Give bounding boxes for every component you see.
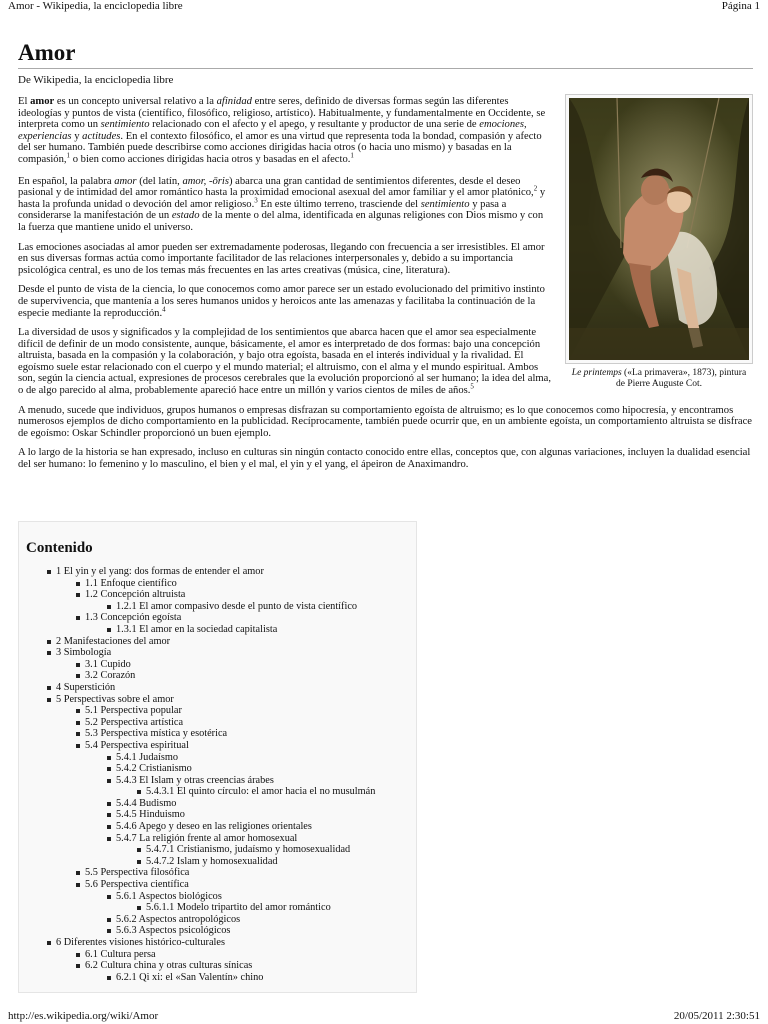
article-paragraph [18, 405, 753, 440]
toc-item [19, 809, 416, 821]
bullet-icon [76, 964, 80, 968]
bullet-icon [76, 616, 80, 620]
print-header-page: Página 1 [721, 0, 760, 12]
bullet-icon [107, 628, 111, 632]
inline-link[interactable]: sentimiento [420, 198, 470, 210]
footer-timestamp: 20/05/2011 2:30:51 [673, 1010, 760, 1022]
inline-link[interactable]: actitudes [82, 130, 121, 142]
toc-item [19, 937, 416, 949]
bullet-icon [47, 941, 51, 945]
toc-link[interactable]: 5.2 Perspectiva artística [85, 716, 184, 728]
toc-link[interactable]: 5.4.3 El Islam y otras creencias árabes [116, 774, 274, 786]
bullet-icon [107, 605, 111, 609]
bullet-icon [137, 790, 141, 794]
bullet-icon [137, 848, 141, 852]
bullet-icon [47, 651, 51, 655]
text-run: y [71, 130, 83, 142]
toc-link[interactable]: 5.4.7.2 Islam y homosexualidad [146, 855, 278, 867]
toc-item [19, 601, 416, 613]
toc-link[interactable]: 5.4.3.1 El quinto círculo: el amor hacia el no musulmán [146, 786, 376, 798]
reference-link[interactable]: 1 [66, 151, 71, 160]
bullet-icon [47, 570, 51, 574]
bullet-icon [76, 883, 80, 887]
reference-link[interactable]: 1 [350, 151, 354, 160]
toc-item [19, 705, 416, 717]
reference-link[interactable]: 2 [533, 184, 538, 193]
toc-link[interactable]: 5.1 Perspectiva popular [85, 705, 182, 717]
toc-item [19, 902, 416, 914]
toc-link[interactable]: 5.6.2 Aspectos antropológicos [116, 913, 241, 925]
bullet-icon [76, 953, 80, 957]
toc-item [19, 682, 416, 694]
toc-item [19, 925, 416, 937]
text-run: Las emociones asociadas al amor pueden ser extremadamente poderosas, llegando con frecuencia a ser irresistibles. El amor en sus diversas formas actúa como importante facilitador de las relaciones interpersonales y, debido a su importancia psicológica central, es uno de los temas más frecuentes en las artes creativas (música, cine, literatura). [18, 241, 545, 276]
text-run: A menudo, sucede que individuos, grupos humanos o empresas disfrazan su comportamiento egoísta de altruismo; es lo que conocemos como hipocresía, y encontramos numerosos ejemplos de dicho comportamiento en la publicidad. Recíprocamente, también puede ocurrir que, en un ambiente egoísta, un comportamiento altruista se disfrace de egoísmo: Oskar Schindler proporcionó un buen ejemplo. [18, 404, 752, 439]
article-paragraph [18, 447, 753, 470]
text-run: (del latín, [136, 175, 183, 187]
toc-link[interactable]: 3 Simbología [56, 647, 112, 659]
bullet-icon [107, 976, 111, 980]
bullet-icon [76, 871, 80, 875]
text-run: relacionado con el afecto y el apego, y resultante y productor de una serie de [149, 119, 480, 131]
caption-work-title[interactable]: Le printemps [571, 368, 622, 378]
toc-item [19, 798, 416, 810]
toc-item [19, 624, 416, 636]
text-run: ) abarca una gran cantidad de sentimientos diferentes, desde el deseo pasional y de intimidad del amor romántico hasta la proximidad emocional asexual del amor familiar y el amor platónico, [18, 175, 534, 199]
toc-item [19, 612, 416, 624]
text-run: de la mente o del alma, identificada en algunas religiones con Dios mismo y con la fuerza que mantiene unido el universo. [18, 210, 544, 233]
toc-item [19, 659, 416, 671]
print-header-title: Amor - Wikipedia, la enciclopedia libre [8, 0, 183, 12]
text-run: entre seres, definido de diversas formas según las diferentes ideologías y puntos de vista (científico, filosófico, religioso, artístico). Habitualmente, y fundamentalmente en Occidente, se interpreta como un [18, 96, 546, 131]
toc-link[interactable]: 5 Perspectivas sobre el amor [56, 693, 174, 705]
bullet-icon [76, 709, 80, 713]
toc-item [19, 717, 416, 729]
text-run: . En el contexto filosófico, el amor es una virtud que representa toda la bondad, compasión y afecto del ser humano. También puede describirse como acciones dirigidas hacia otros (o hacia uno mismo) y basadas en la compasión, [18, 130, 542, 165]
toc-link[interactable]: 4 Superstición [56, 681, 116, 693]
toc-link[interactable]: 5.6.3 Aspectos psicológicos [116, 925, 231, 937]
text-run: es un concepto universal relativo a la [54, 96, 217, 107]
bullet-icon [107, 918, 111, 922]
toc-link[interactable]: 1.2 Concepción altruista [85, 589, 186, 601]
bullet-icon [107, 756, 111, 760]
painting-image[interactable] [569, 98, 749, 360]
footer-url: http://es.wikipedia.org/wiki/Amor [8, 1010, 159, 1022]
toc-item [19, 670, 416, 682]
inline-link[interactable]: sentimiento [100, 119, 150, 131]
text-run: El [18, 96, 31, 107]
bullet-icon [137, 906, 141, 910]
text-run: y hasta la profunda unidad o devoción del amor religioso. [18, 187, 546, 210]
toc-link[interactable]: 6.2 Cultura china y otras culturas sínicas [85, 960, 253, 972]
toc-link[interactable]: 5.6 Perspectiva científica [85, 879, 189, 891]
toc-link[interactable]: 5.4.5 Hinduismo [116, 809, 185, 821]
toc-link[interactable]: 1 El yin y el yang: dos formas de entender el amor [56, 566, 264, 577]
toc-item [19, 694, 416, 706]
toc-link[interactable]: 5.6.1.1 Modelo tripartito del amor romántico [146, 902, 331, 914]
page-title: Amor [18, 40, 76, 65]
inline-link[interactable]: estado [171, 210, 200, 222]
bullet-icon [107, 779, 111, 783]
bullet-icon [107, 813, 111, 817]
caption-text: («La primavera», 1873), pintura de Pierre Auguste Cot. [615, 368, 747, 389]
bullet-icon [76, 663, 80, 667]
bullet-icon [107, 895, 111, 899]
toc-item [19, 740, 416, 752]
toc-link[interactable]: 6.2.1 Qi xi: el «San Valentín» chino [116, 971, 264, 983]
toc-item [19, 844, 416, 856]
toc-link[interactable]: 3.1 Cupido [85, 658, 131, 670]
bullet-icon [107, 767, 111, 771]
toc-item [19, 763, 416, 775]
bullet-icon [47, 686, 51, 690]
toc-title: Contenido [26, 540, 93, 556]
toc-link[interactable]: 5.4 Perspectiva espiritual [85, 739, 189, 751]
toc-link[interactable]: 6.1 Cultura persa [85, 948, 156, 960]
toc-item [19, 636, 416, 648]
bullet-icon [47, 640, 51, 644]
toc-item [19, 833, 416, 845]
page-subtitle: De Wikipedia, la enciclopedia libre [18, 74, 174, 86]
toc-list [19, 566, 416, 983]
title-divider [18, 68, 753, 69]
toc-item [19, 972, 416, 984]
toc-link[interactable]: 1.2.1 El amor compasivo desde el punto de vista científico [116, 600, 358, 612]
toc-item [19, 728, 416, 740]
bullet-icon [76, 744, 80, 748]
toc-link[interactable]: 5.4.7.1 Cristianismo, judaísmo y homosexualidad [146, 844, 351, 856]
inline-link[interactable]: amor [114, 175, 137, 187]
toc-link[interactable]: 1.3.1 El amor en la sociedad capitalista [116, 623, 278, 635]
inline-link[interactable]: amor, -ōris [182, 175, 229, 187]
bullet-icon [107, 825, 111, 829]
toc-item [19, 867, 416, 879]
toc-link[interactable]: 5.4.6 Apego y deseo en las religiones orientales [116, 821, 312, 833]
print-footer [8, 1010, 760, 1024]
text-run: En español, la palabra [18, 175, 115, 187]
text-run: o bien como acciones dirigidas hacia otros y basadas en el afecto. [70, 153, 351, 165]
toc-item [19, 821, 416, 833]
text-run: A lo largo de la historia se han expresado, incluso en culturas sin ningún contacto conocido entre ellas, conceptos que, con algunas variaciones, incluyen la dualidad esencial del ser humano: lo femenino y lo masculino, el bien y el mal, el yin y el yang, el ápeiron de Anaximandro. [18, 447, 751, 471]
toc-item [19, 879, 416, 891]
table-of-contents [18, 521, 417, 993]
toc-item [19, 856, 416, 868]
toc-link[interactable]: 1.1 Enfoque científico [85, 577, 177, 589]
bold-term: amor [30, 96, 55, 107]
toc-link[interactable]: 5.4.2 Cristianismo [116, 763, 192, 775]
text-run: , [523, 119, 527, 131]
text-run: La diversidad de usos y significados y la complejidad de los sentimientos que abarca hacen que el amor sea especialmente difícil de definir de un modo consistente, aunque, básicamente, el amor es interpretado de dos formas: bajo una concepción altruista, basada en la compasión y la colaboración, y bajo otra egoísta, basada en el interés individual y la rivalidad. El egoísmo suele estar relacionado con el cuerpo y el mundo material; el altruismo, con el alma y el mundo espiritual. Ambos son, según la ciencia actual, expresiones de procesos cerebrales que la evolución proporcionó al ser humano; la idea del alma, o de algo parecido al alma, probablemente apareció hace entre un millón y varios cientos de miles de años. [18, 327, 552, 397]
toc-item [19, 960, 416, 972]
toc-item [19, 752, 416, 764]
bullet-icon [76, 674, 80, 678]
toc-link[interactable]: 6 Diferentes visiones histórico-culturales [56, 937, 225, 948]
toc-item [19, 566, 416, 578]
bullet-icon [76, 593, 80, 597]
toc-link[interactable]: 5.6.1 Aspectos biológicos [116, 890, 222, 902]
toc-link[interactable]: 1.3 Concepción egoísta [85, 612, 182, 624]
text-run: Desde el punto de vista de la ciencia, lo que conocemos como amor parece ser un estado evolucionado del primitivo instinto de supervivencia, que mantenía a los seres humanos unidos y heroicos ante las amenazas y facilitaba la continuación de la especie mediante la reproducción. [18, 284, 545, 319]
toc-link[interactable]: 2 Manifestaciones del amor [56, 635, 171, 647]
toc-link[interactable]: 5.3 Perspectiva mística y esotérica [85, 728, 228, 740]
toc-item [19, 891, 416, 903]
toc-link[interactable]: 5.4.7 La religión frente al amor homosexual [116, 832, 298, 844]
bullet-icon [76, 732, 80, 736]
toc-item [19, 647, 416, 659]
bullet-icon [137, 860, 141, 864]
bullet-icon [107, 802, 111, 806]
toc-link[interactable]: 5.4.4 Budismo [116, 797, 177, 809]
toc-item [19, 578, 416, 590]
inline-link[interactable]: emociones [479, 119, 524, 131]
toc-item [19, 949, 416, 961]
inline-link[interactable]: experiencias [18, 130, 72, 142]
image-caption [565, 364, 753, 392]
image-thumbnail[interactable] [565, 94, 753, 392]
toc-link[interactable]: 3.2 Corazón [85, 670, 136, 682]
bullet-icon [76, 582, 80, 586]
text-run: y pasa a considerarse la manifestación de un [18, 198, 507, 222]
bullet-icon [107, 837, 111, 841]
reference-link[interactable]: 5 [470, 382, 474, 391]
reference-link[interactable]: 3 [254, 196, 258, 205]
toc-item [19, 786, 416, 798]
article-body [18, 96, 753, 479]
text-run: En este último terreno, trasciende del [257, 198, 421, 210]
toc-item [19, 914, 416, 926]
reference-link[interactable]: 4 [162, 304, 166, 313]
bullet-icon [47, 698, 51, 702]
bullet-icon [107, 929, 111, 933]
toc-item [19, 775, 416, 787]
bullet-icon [76, 721, 80, 725]
inline-link[interactable]: afinidad [216, 96, 252, 107]
toc-link[interactable]: 5.4.1 Judaísmo [116, 751, 179, 763]
toc-link[interactable]: 5.5 Perspectiva filosófica [85, 867, 190, 879]
print-header [8, 0, 760, 14]
toc-item [19, 589, 416, 601]
